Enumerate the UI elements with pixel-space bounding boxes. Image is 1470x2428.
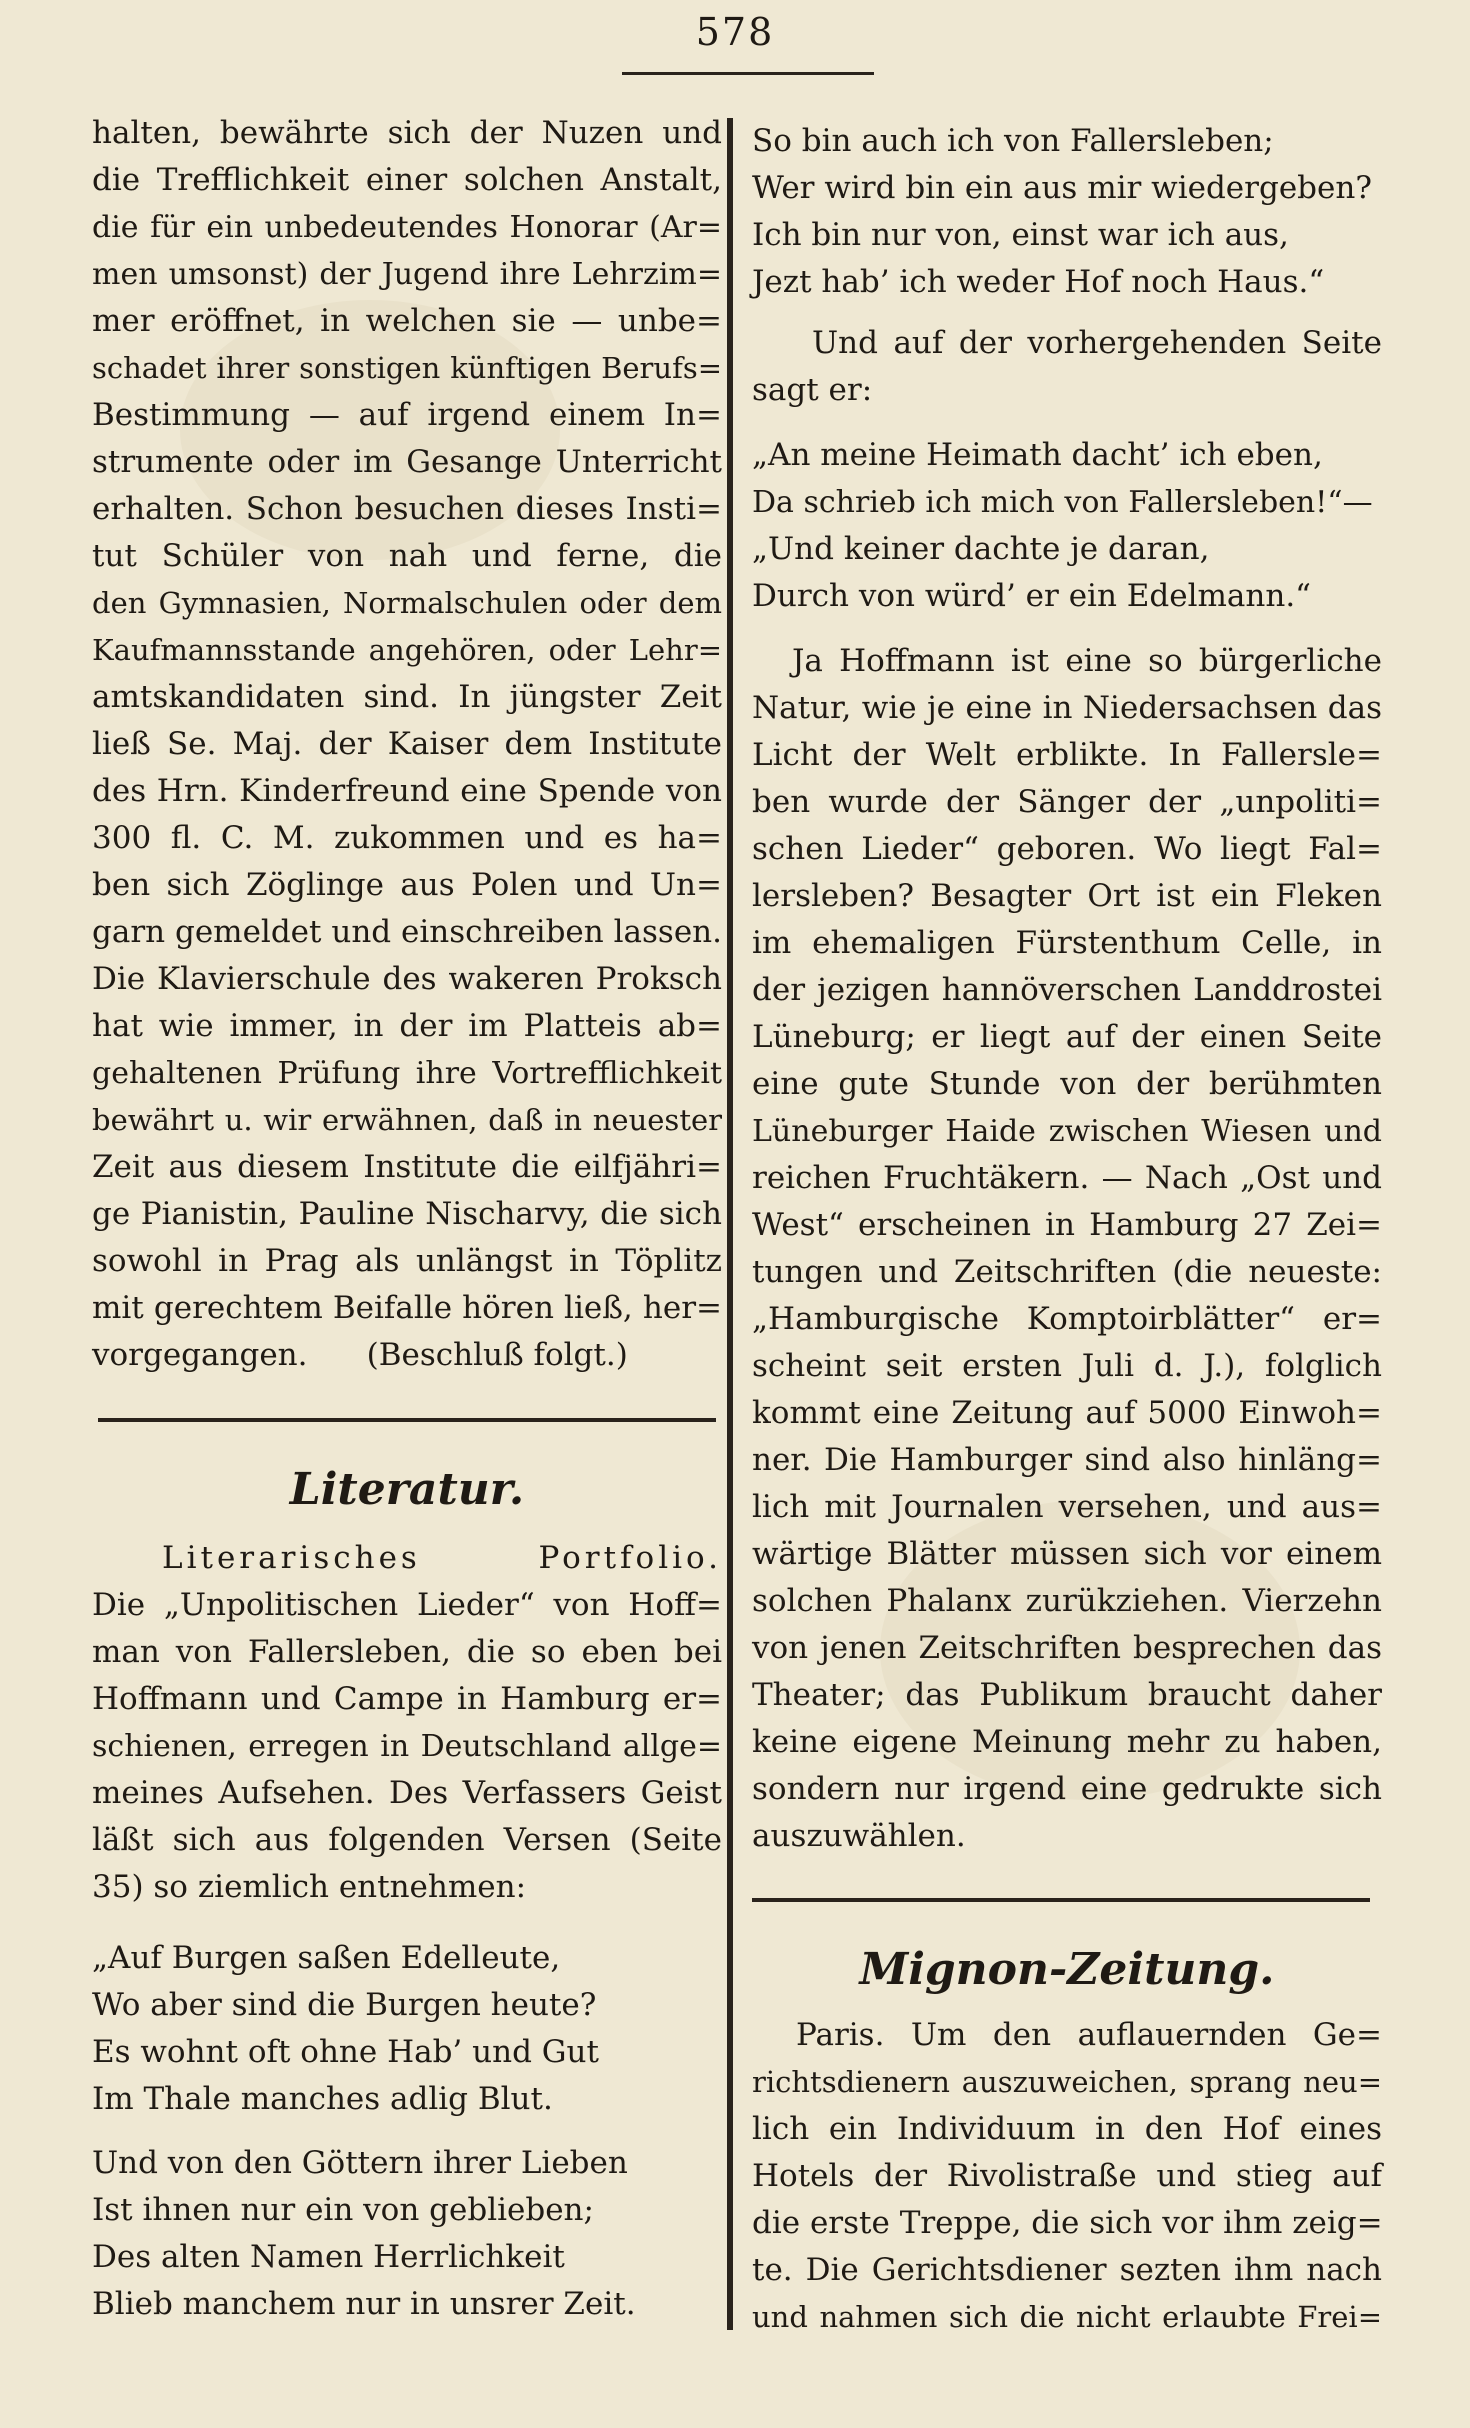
left-paragraph-2 <box>92 1535 722 1911</box>
text-line: Zeit aus diesem Institute die eilfjähri= <box>92 1149 722 1185</box>
text-line: scheint seit ersten Juli d. J.), folglich <box>752 1348 1382 1384</box>
text-line: ner. Die Hamburger sind also hinläng= <box>752 1442 1382 1478</box>
header-rule <box>622 72 874 75</box>
text-line: tut Schüler von nah und ferne, die <box>92 538 722 574</box>
text-line: Hoffmann und Campe in Hamburg er= <box>92 1681 722 1717</box>
text-line: und nahmen sich die nicht erlaubte Frei= <box>752 2300 1382 2334</box>
text-line: lersleben? Besagter Ort ist ein Fleken <box>752 878 1382 914</box>
verse-line: Und von den Göttern ihrer Lieben <box>92 2145 628 2181</box>
text-line: 35) so ziemlich entnehmen: <box>92 1869 527 1905</box>
text-line: die erste Treppe, die sich vor ihm zeig= <box>752 2205 1383 2241</box>
text-line: strumente oder im Gesange Unterricht <box>92 444 722 480</box>
text-line: solchen Phalanx zurükziehen. Vierzehn <box>752 1583 1382 1619</box>
right-paragraph-4 <box>752 638 1382 1860</box>
mignon-heading: Mignon-Zeitung. <box>859 1944 1275 1995</box>
text-line: Hotels der Rivolistraße und stieg auf <box>752 2158 1382 2194</box>
literatur-heading: Literatur. <box>289 1464 525 1515</box>
text-line: sagt er: <box>752 372 873 408</box>
left-paragraph-1 <box>92 110 722 1379</box>
text-line: ließ Se. Maj. der Kaiser dem Institute <box>92 726 722 762</box>
text-line: kommt eine Zeitung auf 5000 Einwoh= <box>752 1395 1382 1431</box>
verse-line: „An meine Heimath dacht’ ich eben, <box>752 437 1323 473</box>
literatur-section <box>92 1455 722 1525</box>
text-line: erhalten. Schon besuchen dieses Insti= <box>92 491 722 527</box>
text-line: Lüneburger Haide zwischen Wiesen und <box>752 1114 1382 1149</box>
text-line: garn gemeldet und einschreiben lassen. <box>92 914 722 950</box>
text-line: Und auf der vorhergehenden Seite <box>812 325 1382 361</box>
text-line: 300 fl. C. M. zukommen und es ha= <box>92 820 722 856</box>
verse-line: So bin auch ich von Fallersleben; <box>752 123 1274 159</box>
text-line: die für ein unbedeutendes Honorar (Ar= <box>92 210 722 245</box>
text-line: bewährt u. wir erwähnen, daß in neuester <box>92 1103 722 1137</box>
text-line: „Hamburgische Komptoirblätter“ er= <box>752 1301 1382 1337</box>
text-line: gehaltenen Prüfung ihre Vortrefflichkeit <box>92 1056 722 1091</box>
text-line: man von Fallersleben, die so eben bei <box>92 1634 722 1670</box>
verse-line: Im Thale manches adlig Blut. <box>92 2081 553 2117</box>
text-line: den Gymnasien, Normalschulen oder dem <box>92 586 722 620</box>
text-line: West“ erscheinen in Hamburg 27 Zei= <box>752 1207 1382 1243</box>
verse-line: Ich bin nur von, einst war ich aus, <box>752 217 1289 253</box>
verse-line: „Auf Burgen saßen Edelleute, <box>92 1940 561 1976</box>
text-line: läßt sich aus folgenden Versen (Seite <box>92 1822 722 1858</box>
text-line: Kaufmannsstande angehören, oder Lehr= <box>92 633 722 667</box>
text-line: Licht der Welt erblikte. In Fallersle= <box>752 737 1382 773</box>
verse-line: „Und keiner dachte je daran, <box>752 531 1210 567</box>
text-line: schen Lieder“ geboren. Wo liegt Fal= <box>752 831 1382 867</box>
text-line: richtsdienern auszuweichen, sprang neu= <box>752 2065 1382 2099</box>
text-line: hat wie immer, in der im Platteis ab= <box>92 1008 722 1044</box>
text-line: Natur, wie je eine in Niedersachsen das <box>752 690 1382 726</box>
text-line: die Trefflichkeit einer solchen Anstalt, <box>92 162 722 198</box>
text-line: Die Klavierschule des wakeren Proksch <box>92 961 722 997</box>
text-line: te. Die Gerichtsdiener sezten ihm nach <box>752 2252 1382 2288</box>
text-line: amtskandidaten sind. In jüngster Zeit <box>92 679 722 715</box>
text-line: Paris. Um den auflauernden Ge= <box>796 2017 1382 2053</box>
section-rule <box>98 1418 716 1422</box>
text-line: lich ein Individuum in den Hof eines <box>752 2111 1382 2147</box>
text-line: ge Pianistin, Pauline Nischarvy, die sich <box>92 1196 722 1232</box>
verse-line: Blieb manchem nur in unsrer Zeit. <box>92 2286 636 2322</box>
text-line: schadet ihrer sonstigen künftigen Berufs= <box>92 351 722 385</box>
text-line: wärtige Blätter müssen sich vor einem <box>752 1536 1382 1572</box>
page-number: 578 <box>695 10 775 54</box>
text-line: Die „Unpolitischen Lieder“ von Hoff= <box>92 1587 722 1623</box>
text-line: schienen, erregen in Deutschland allge= <box>92 1729 722 1764</box>
text-line: Literarisches Portfolio. <box>162 1540 722 1576</box>
text-line: mit gerechtem Beifalle hören ließ, her= <box>92 1290 722 1326</box>
right-paragraph-5 <box>752 2012 1382 2341</box>
text-line: reichen Fruchtäkern. — Nach „Ost und <box>752 1160 1382 1196</box>
column-divider <box>727 118 733 2330</box>
verse-1 <box>92 1935 722 2123</box>
text-line: auszuwählen. <box>752 1818 966 1854</box>
text-line: keine eigene Meinung mehr zu haben, <box>752 1724 1382 1760</box>
verse-3 <box>752 118 1382 306</box>
right-paragraph-3 <box>752 320 1382 414</box>
text-line: tungen und Zeitschriften (die neueste: <box>752 1254 1382 1290</box>
verse-line: Da schrieb ich mich von Fallersleben!“— <box>752 485 1373 520</box>
text-line: der jezigen hannöverschen Landdrostei <box>752 972 1382 1008</box>
verse-line: Wo aber sind die Burgen heute? <box>92 1987 597 2023</box>
text-line: mer eröffnet, in welchen sie — unbe= <box>92 303 722 339</box>
verse-line: Ist ihnen nur ein von geblieben; <box>92 2192 594 2228</box>
text-line: von jenen Zeitschriften besprechen das <box>752 1630 1382 1666</box>
text-line: sowohl in Prag als unlängst in Töplitz <box>92 1243 722 1279</box>
text-line: halten, bewährte sich der Nuzen und <box>92 115 722 151</box>
text-line: vorgegangen. (Beschluß folgt.) <box>92 1337 628 1373</box>
text-line: ben wurde der Sänger der „unpoliti= <box>752 784 1382 820</box>
text-line: eine gute Stunde von der berühmten <box>752 1066 1382 1102</box>
verse-2 <box>92 2140 722 2328</box>
section-rule <box>752 1898 1370 1902</box>
text-line: men umsonst) der Jugend ihre Lehrzim= <box>92 257 722 292</box>
verse-line: Durch von würd’ er ein Edelmann.“ <box>752 578 1312 614</box>
text-line: Bestimmung — auf irgend einem In= <box>92 397 722 433</box>
text-line: Theater; das Publikum braucht daher <box>752 1677 1382 1713</box>
mignon-section <box>752 1935 1382 2005</box>
verse-4 <box>752 432 1382 620</box>
text-line: ben sich Zöglinge aus Polen und Un= <box>92 867 722 903</box>
text-line: Lüneburg; er liegt auf der einen Seite <box>752 1019 1382 1055</box>
verse-line: Wer wird bin ein aus mir wiedergeben? <box>752 170 1372 206</box>
text-line: Ja Hoffmann ist eine so bürgerliche <box>792 643 1382 679</box>
text-line: lich mit Journalen versehen, und aus= <box>752 1489 1382 1525</box>
verse-line: Es wohnt oft ohne Hab’ und Gut <box>92 2034 599 2070</box>
text-line: meines Aufsehen. Des Verfassers Geist <box>92 1775 722 1811</box>
text-line: im ehemaligen Fürstenthum Celle, in <box>752 925 1382 961</box>
verse-line: Jezt hab’ ich weder Hof noch Haus.“ <box>752 264 1325 300</box>
text-line: des Hrn. Kinderfreund eine Spende von <box>92 773 722 809</box>
text-line: sondern nur irgend eine gedrukte sich <box>752 1771 1382 1807</box>
verse-line: Des alten Namen Herrlichkeit <box>92 2239 565 2275</box>
